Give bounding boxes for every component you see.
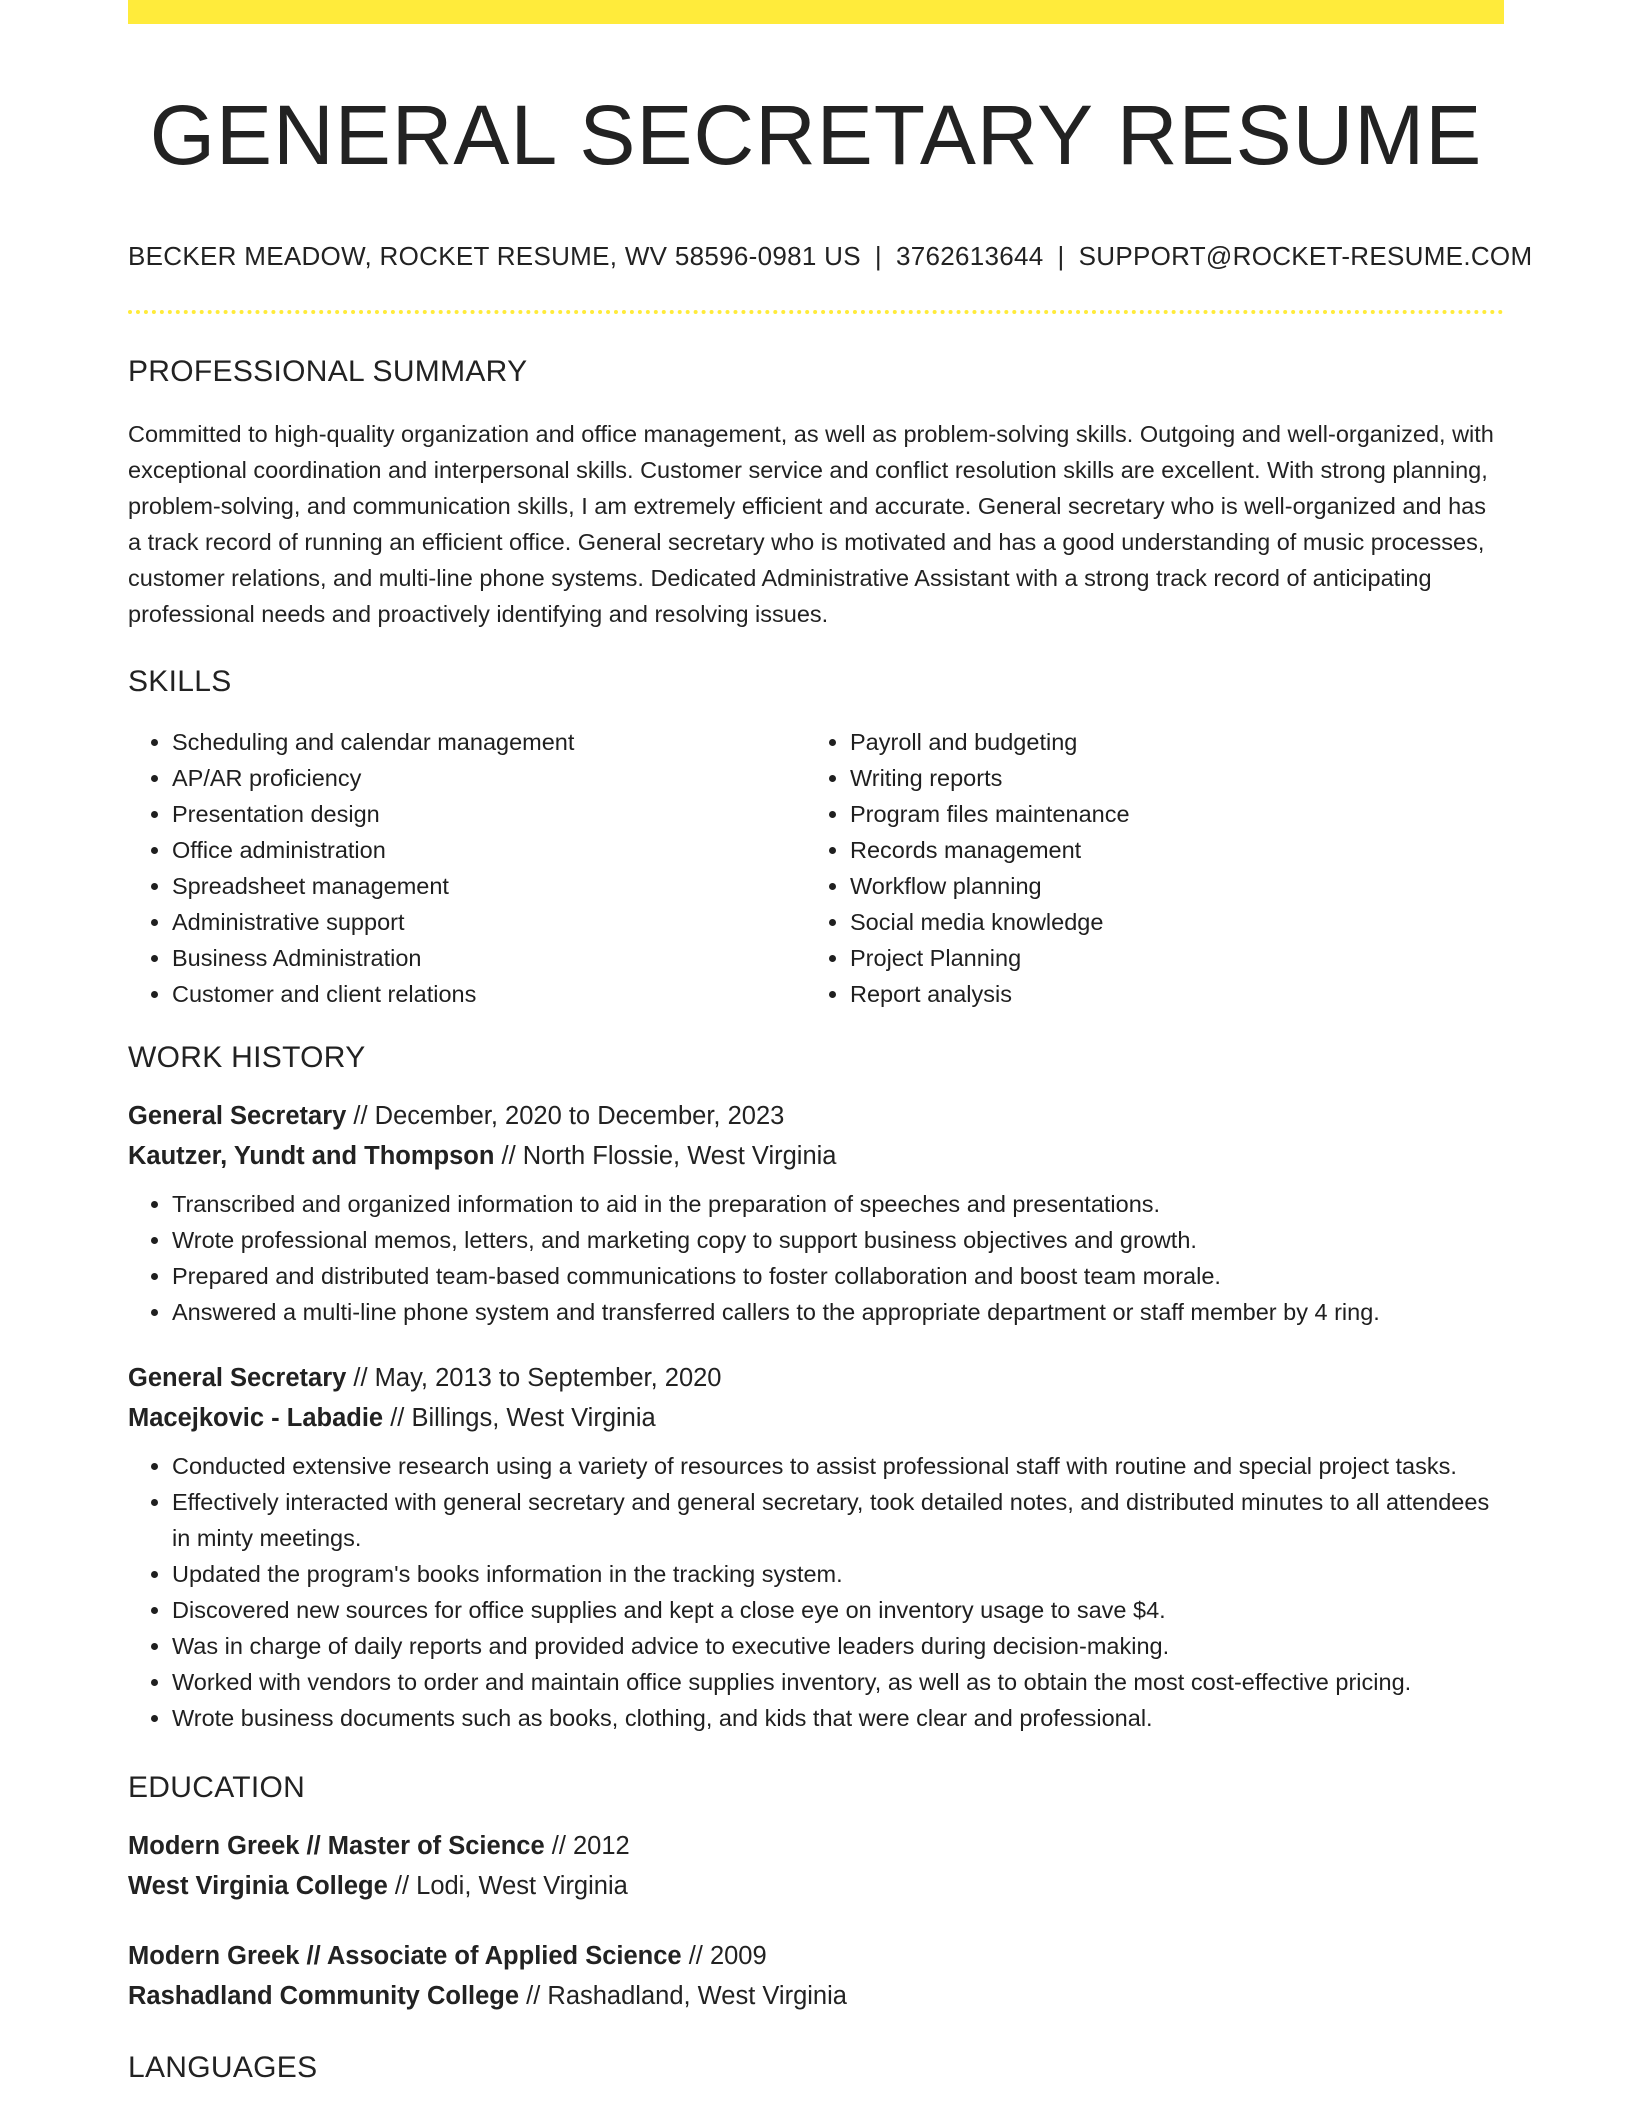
job-dates: // May, 2013 to September, 2020 (346, 1364, 722, 1392)
job-bullet: • Wrote business documents such as books, clothing, and kids that were clear and professional. (172, 1700, 1504, 1736)
contact-separator: | (874, 241, 882, 271)
job-bullet: • Wrote professional memos, letters, and marketing copy to support business objectives and growth. (172, 1222, 1504, 1258)
skill-item: • Program files maintenance (850, 796, 1484, 832)
job-bullet: • Transcribed and organized information to aid in the preparation of speeches and presentations. (172, 1186, 1504, 1222)
skill-item: • Project Planning (850, 940, 1484, 976)
job-bullet: • Answered a multi-line phone system and transferred callers to the appropriate department or staff member by 4 ring. (172, 1294, 1504, 1330)
job-company: Macejkovic - Labadie (128, 1404, 384, 1432)
job-company-line (128, 1398, 1504, 1438)
contact-email: SUPPORT@ROCKET-RESUME.COM (1078, 241, 1533, 271)
education-school-line (128, 1866, 1504, 1906)
job-bullet: • Discovered new sources for office supplies and kept a close eye on inventory usage to save $4. (172, 1592, 1504, 1628)
skills-columns (128, 724, 1504, 1012)
job-entry (128, 1358, 1504, 1736)
education-school: Rashadland Community College (128, 1982, 520, 2010)
languages-heading: LANGUAGES (128, 2051, 318, 2084)
job-dates: // December, 2020 to December, 2023 (346, 1102, 785, 1130)
skill-item: • Spreadsheet management (172, 868, 806, 904)
contact-line (128, 240, 1533, 272)
job-bullet: • Conducted extensive research using a variety of resources to assist professional staff with routine and special project tasks. (172, 1448, 1504, 1484)
skill-item: • Office administration (172, 832, 806, 868)
summary-heading: PROFESSIONAL SUMMARY (128, 355, 528, 388)
skill-item: • Administrative support (172, 904, 806, 940)
skill-item: • Writing reports (850, 760, 1484, 796)
education-degree: Modern Greek // Master of Science (128, 1832, 545, 1860)
skill-item: • Report analysis (850, 976, 1484, 1012)
contact-address: BECKER MEADOW, ROCKET RESUME, WV 58596-0981 US (128, 241, 861, 271)
skills-list-right (806, 724, 1484, 1012)
job-bullet: • Updated the program's books information in the tracking system. (172, 1556, 1504, 1592)
skill-item: • Workflow planning (850, 868, 1484, 904)
education-year: // 2009 (681, 1942, 767, 1970)
work-history-heading: WORK HISTORY (128, 1041, 366, 1074)
education-heading: EDUCATION (128, 1771, 306, 1804)
education-degree-line (128, 1936, 1504, 1976)
education-degree: Modern Greek // Associate of Applied Science (128, 1942, 682, 1970)
job-company-line (128, 1136, 1504, 1176)
job-entry (128, 1096, 1504, 1330)
skill-item: • Social media knowledge (850, 904, 1484, 940)
contact-phone: 3762613644 (895, 241, 1044, 271)
job-bullet: • Prepared and distributed team-based communications to foster collaboration and boost team morale. (172, 1258, 1504, 1294)
resume-page (128, 0, 1533, 2086)
education-location: // Lodi, West Virginia (387, 1872, 628, 1900)
job-bullet: • Was in charge of daily reports and provided advice to executive leaders during decision-making. (172, 1628, 1504, 1664)
education-school-line (128, 1976, 1504, 2016)
skill-item: • Payroll and budgeting (850, 724, 1484, 760)
skill-item: • AP/AR proficiency (172, 760, 806, 796)
education-entry (128, 1936, 1504, 2016)
job-bullets (128, 1448, 1504, 1736)
education-school: West Virginia College (128, 1872, 388, 1900)
dotted-divider (128, 310, 1504, 314)
job-bullet: • Worked with vendors to order and maintain office supplies inventory, as well as to obtain the most cost-effective pricing. (172, 1664, 1504, 1700)
skill-item: • Records management (850, 832, 1484, 868)
contact-separator: | (1057, 241, 1065, 271)
job-company: Kautzer, Yundt and Thompson (128, 1142, 495, 1170)
job-title-line (128, 1358, 1504, 1398)
job-title: General Secretary (128, 1364, 347, 1392)
job-bullets (128, 1186, 1504, 1330)
education-entry (128, 1826, 1504, 1906)
education-year: // 2012 (544, 1832, 630, 1860)
summary-text: Committed to high-quality organization and office management, as well as problem-solving skills. Outgoing and well-organized, with exceptional coordination and interpersonal skills. Customer service and conflict resolution skills are excellent. With strong planning, problem-solving, and communication skills, I am extremely efficient and accurate. General secretary who is well-organized and has a track record of running an efficient office. General secretary who is motivated and has a good understanding of music processes, customer relations, and multi-line phone systems. Dedicated Administrative Assistant with a strong track record of anticipating professional needs and proactively identifying and resolving issues. (128, 421, 1494, 627)
skills-heading: SKILLS (128, 665, 232, 698)
resume-title: GENERAL SECRETARY RESUME (149, 88, 1483, 182)
skills-list-left (128, 724, 806, 1012)
skill-item: • Scheduling and calendar management (172, 724, 806, 760)
education-location: // Rashadland, West Virginia (519, 1982, 847, 2010)
job-location: // North Flossie, West Virginia (494, 1142, 837, 1170)
job-bullet: • Effectively interacted with general secretary and general secretary, took detailed notes, and distributed minutes to all attendees in minty meetings. (172, 1484, 1504, 1556)
job-title-line (128, 1096, 1504, 1136)
skill-item: • Business Administration (172, 940, 806, 976)
job-location: // Billings, West Virginia (383, 1404, 656, 1432)
skill-item: • Presentation design (172, 796, 806, 832)
accent-bar (128, 0, 1504, 24)
job-title: General Secretary (128, 1102, 347, 1130)
education-degree-line (128, 1826, 1504, 1866)
skill-item: • Customer and client relations (172, 976, 806, 1012)
